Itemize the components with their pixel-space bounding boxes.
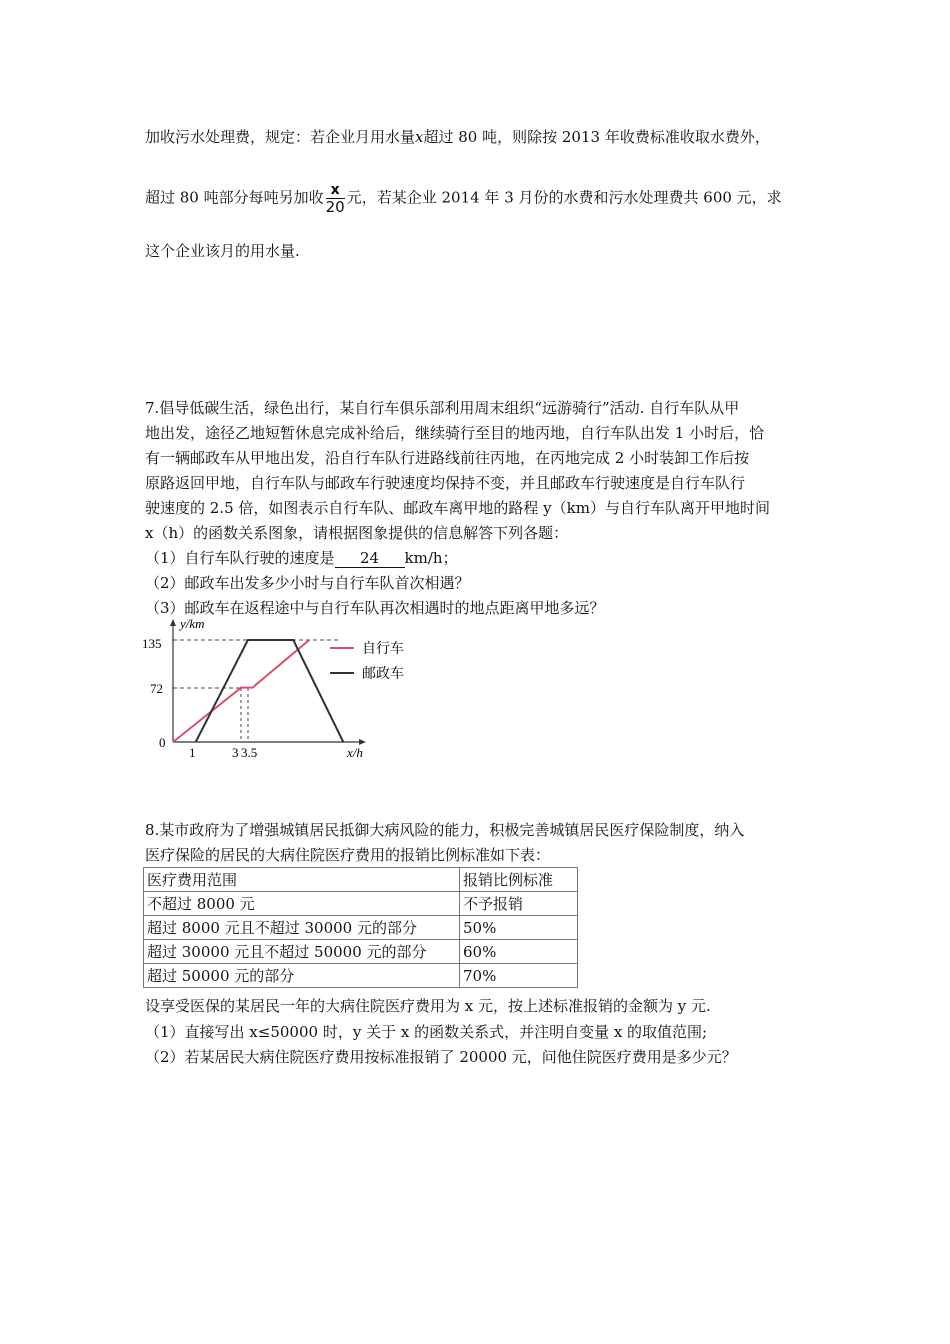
table-header-row <box>144 868 578 892</box>
prev-text-1: 加收污水处理费，规定：若企业月用水量 <box>145 128 416 146</box>
y-axis-arrow <box>170 619 176 626</box>
table-row <box>144 964 578 988</box>
prev-problem-line-1 <box>145 127 770 147</box>
table-cell: 不予报销 <box>460 892 578 916</box>
table-cell: 不超过 8000 元 <box>144 892 460 916</box>
q7-para-3: 有一辆邮政车从甲地出发，沿自行车队行进路线前往丙地，在丙地完成 2 小时装卸工作后按 <box>145 449 750 467</box>
prev-problem-line-2 <box>145 182 782 215</box>
y-tick-135: 135 <box>142 636 162 651</box>
x-tick-3: 3 <box>232 745 239 760</box>
distance-time-chart <box>140 615 430 765</box>
series-line-mail <box>196 640 344 742</box>
q7-para-5: 驶速度的 2.5 倍，如图表示自行车队、邮政车离甲地的路程 y（km）与自行车队离开甲地时间 <box>145 499 770 517</box>
q7-answer-blank: 24 <box>335 549 405 568</box>
q8-sub-2: （2）若某居民大病住院医疗费用按标准报销了 20000 元，问他住院医疗费用是多少元？ <box>145 1048 737 1066</box>
table-row <box>144 940 578 964</box>
prev-text-2a: 超过 80 吨部分每吨另加收 <box>145 188 324 207</box>
reimbursement-table <box>143 867 578 988</box>
prev-text-2b: 元，若某企业 2014 年 3 月份的水费和污水处理费共 600 元，求 <box>346 188 782 207</box>
table-cell: 超过 8000 元且不超过 30000 元的部分 <box>144 916 460 940</box>
legend-label-mail: 邮政车 <box>362 667 404 682</box>
table-row <box>144 892 578 916</box>
table-cell: 50% <box>460 916 578 940</box>
table-cell: 60% <box>460 940 578 964</box>
x-axis-label: x/h <box>347 745 363 760</box>
q8-sub-1: （1）直接写出 x≤50000 时，y 关于 x 的函数关系式，并注明自变量 x 的取值范围; <box>145 1023 708 1041</box>
q7-para-6: x（h）的函数关系图象，请根据图象提供的信息解答下列各题： <box>145 524 569 542</box>
table-cell: 超过 50000 元的部分 <box>144 964 460 988</box>
q7-sub-1-unit: km/h； <box>404 549 458 567</box>
y-tick-72: 72 <box>150 681 163 696</box>
q7-sub-2: （2）邮政车出发多少小时与自行车队首次相遇？ <box>145 574 470 592</box>
table-header-cell: 报销比例标准 <box>460 868 578 892</box>
q7-para-4: 原路返回甲地，自行车队与邮政车行驶速度均保持不变，并且邮政车行驶速度是自行车队行 <box>145 474 746 492</box>
x-tick-1: 1 <box>189 745 196 760</box>
q7-sub-3: （3）邮政车在返程途中与自行车队再次相遇时的地点距离甲地多远？ <box>145 599 605 617</box>
q7-sub-1 <box>145 548 458 568</box>
y-axis-label: y/km <box>180 616 205 631</box>
origin-label: 0 <box>159 735 166 750</box>
table-row <box>144 916 578 940</box>
table-header-cell: 医疗费用范围 <box>144 868 460 892</box>
q8-para-3: 设享受医保的某居民一年的大病住院医疗费用为 x 元，按上述标准报销的金额为 y 元. <box>145 997 711 1015</box>
var-x: x <box>415 128 424 146</box>
fraction-x-over-20 <box>326 182 345 215</box>
prev-text-1b: 超过 80 吨，则除按 2013 年收费标准收取水费外， <box>423 128 770 146</box>
q7-para-2: 地出发，途径乙地短暂休息完成补给后，继续骑行至目的地丙地，自行车队出发 1 小时后，恰 <box>145 424 765 442</box>
legend-label-bike: 自行车 <box>362 642 404 657</box>
q8-para-1: 8.某市政府为了增强城镇居民抵御大病风险的能力，积极完善城镇居民医疗保险制度，纳入 <box>145 821 745 839</box>
q7-sub-1-text: （1）自行车队行驶的速度是 <box>145 549 335 567</box>
fraction-numerator: x <box>326 182 345 199</box>
table-cell: 超过 30000 元且不超过 50000 元的部分 <box>144 940 460 964</box>
q8-para-2: 医疗保险的居民的大病住院医疗费用的报销比例标准如下表： <box>145 846 551 864</box>
fraction-denominator: 20 <box>325 198 345 216</box>
q7-para-1: 7.倡导低碳生活，绿色出行，某自行车俱乐部利用周末组织“远游骑行”活动. 自行车队从甲 <box>145 399 740 417</box>
table-cell: 70% <box>460 964 578 988</box>
x-tick-3-5: 3.5 <box>241 745 258 760</box>
prev-problem-line-3: 这个企业该月的用水量. <box>145 242 300 260</box>
